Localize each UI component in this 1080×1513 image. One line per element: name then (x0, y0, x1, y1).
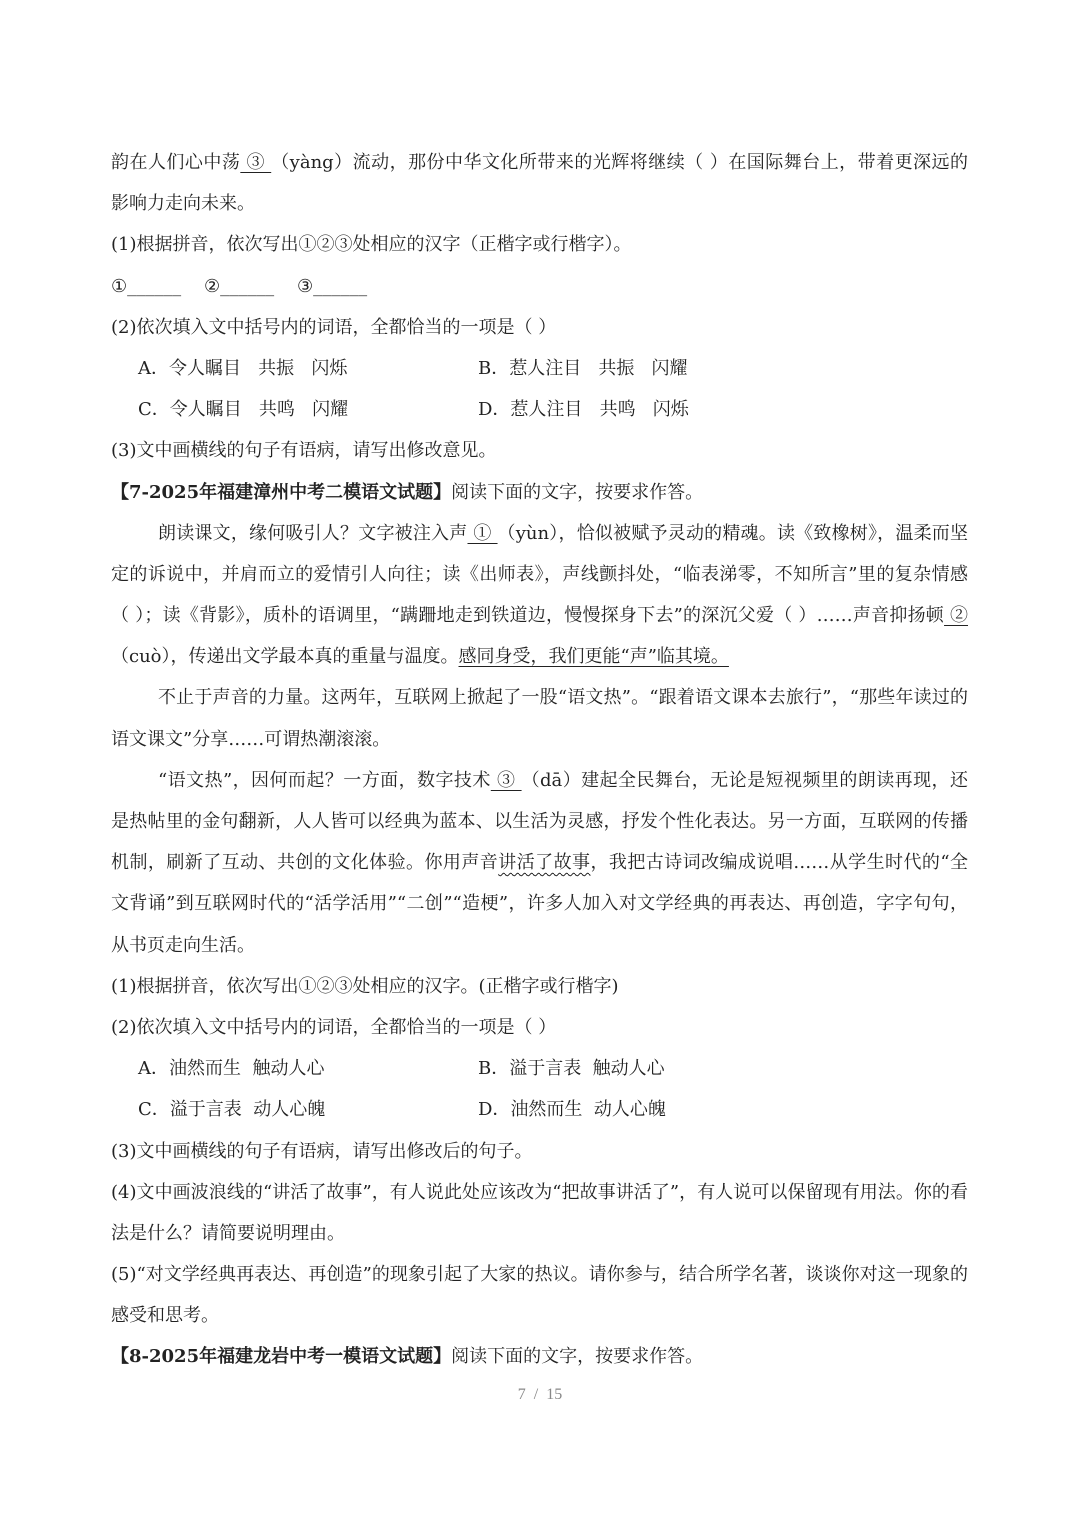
options-row (111, 348, 968, 389)
text-line (111, 636, 968, 677)
option-c: C．令人瞩目 共鸣 闪耀 (138, 399, 349, 421)
blank-3: ③ (240, 152, 272, 173)
text-line (111, 842, 968, 883)
option-b: B．惹人注目 共振 闪耀 (478, 357, 688, 379)
question-3: (3)文中画横线的句子有语病，请写出修改后的句子。 (111, 1140, 533, 1162)
options-row (111, 1089, 968, 1130)
text-line (111, 760, 968, 801)
option-d: D．惹人注目 共鸣 闪烁 (478, 399, 689, 421)
question-4: (4)文中画波浪线的“讲活了故事”，有人说此处应该改为“把故事讲活了”，有人说可以保留现有用法。你的看 (111, 1181, 968, 1203)
option-b: B．溢于言表 触动人心 (478, 1058, 665, 1080)
section-title: 【8-2025年福建龙岩中考一模语文试题】 (111, 1346, 452, 1368)
question-5-cont: 感受和思考。 (111, 1305, 219, 1327)
instruction: 阅读下面的文字，按要求作答。 (451, 481, 704, 503)
text: （cuò），传递出文学最本真的重量与温度。 (111, 646, 459, 668)
text-line: 定的诉说中，并肩而立的爱情引人向往；读《出师表》，声线颤抖处，“临表涕零，不知所言”里的复杂情感 (111, 563, 968, 585)
option-d: D．油然而生 动人心魄 (478, 1099, 666, 1121)
page-number: 7 / 15 (517, 1386, 563, 1403)
text-line: 从书页走向生活。 (111, 934, 255, 956)
question-2: (2)依次填入文中括号内的词语，全都恰当的一项是（ ） (111, 1016, 557, 1038)
underlined-sentence: 感同身受，我们更能“声”临其境。 (458, 646, 729, 668)
text: （yàng）流动，那份中华文化所带来的光辉将继续（ ）在国际舞台上，带着更深远的 (271, 152, 969, 173)
text: （dā）建起全民舞台，无论是短视频里的朗读再现，还 (521, 769, 968, 791)
option-c: C．溢于言表 动人心魄 (138, 1099, 326, 1121)
text-line: 影响力走向未来。 (111, 193, 255, 215)
blank-1: ① (467, 522, 498, 544)
instruction: 阅读下面的文字，按要求作答。 (451, 1346, 704, 1368)
text-line (111, 595, 968, 636)
section-title: 【7-2025年福建漳州中考二模语文试题】 (111, 481, 452, 503)
document-page (111, 142, 968, 1378)
option-a: A．油然而生 触动人心 (138, 1058, 325, 1080)
options-row (111, 1048, 968, 1089)
question-3: (3)文中画横线的句子有语病，请写出修改意见。 (111, 440, 497, 462)
text: 机制，刷新了互动、共创的文化体验。你用声音 (111, 852, 499, 874)
text-line (111, 142, 968, 183)
options-row (111, 389, 968, 430)
section-heading (111, 472, 968, 513)
text-line (111, 513, 968, 554)
text-line: 语文课文”分享……可谓热潮滚滚。 (111, 728, 391, 750)
blank-3: ③ (490, 769, 522, 791)
wavy-underlined-phrase: 讲活了故事 (498, 852, 591, 874)
question-4-cont: 法是什么？请简要说明理由。 (111, 1222, 345, 1244)
text: ，我把古诗词改编成说唱……从学生时代的“全 (590, 852, 969, 874)
question-1: (1)根据拼音，依次写出①②③处相应的汉字（正楷字或行楷字）。 (111, 234, 632, 256)
text-line: 文背诵”到互联网时代的“活学活用”“二创”“造梗”，许多人加入对文学经典的再表达、再创造，字字句句， (111, 893, 968, 915)
text: （ ）；读《背影》，质朴的语调里，“蹒跚地走到铁道边，慢慢探身下去”的深沉父爱（ ）……声音抑扬顿 (111, 605, 945, 627)
text: 朗读课文，缘何吸引人？文字被注入声 (158, 522, 468, 544)
section-heading (111, 1336, 968, 1377)
text: 韵在人们心中荡 (111, 152, 241, 173)
answer-blanks: ①______ ②______ ③______ (111, 275, 368, 297)
blank-2: ② (944, 605, 969, 627)
question-2: (2)依次填入文中括号内的词语，全都恰当的一项是（ ） (111, 316, 557, 338)
text-line: 是热帖里的金句翻新，人人皆可以经典为蓝本、以生活为灵感，抒发个性化表达。另一方面，互联网的传播 (111, 811, 968, 832)
question-1: (1)根据拼音，依次写出①②③处相应的汉字。(正楷字或行楷字) (111, 975, 619, 997)
option-a: A．令人瞩目 共振 闪烁 (138, 357, 348, 379)
text: “语文热”，因何而起？一方面，数字技术 (158, 769, 491, 791)
text: （yùn），恰似被赋予灵动的精魂。读《致橡树》，温柔而坚 (497, 522, 969, 544)
text-line: 不止于声音的力量。这两年，互联网上掀起了一股“语文热”。“跟着语文课本去旅行”，“那些年读过的 (158, 687, 968, 709)
question-5: (5)“对文学经典再表达、再创造”的现象引起了大家的热议。请你参与，结合所学名著，谈谈你对这一现象的 (111, 1264, 968, 1286)
